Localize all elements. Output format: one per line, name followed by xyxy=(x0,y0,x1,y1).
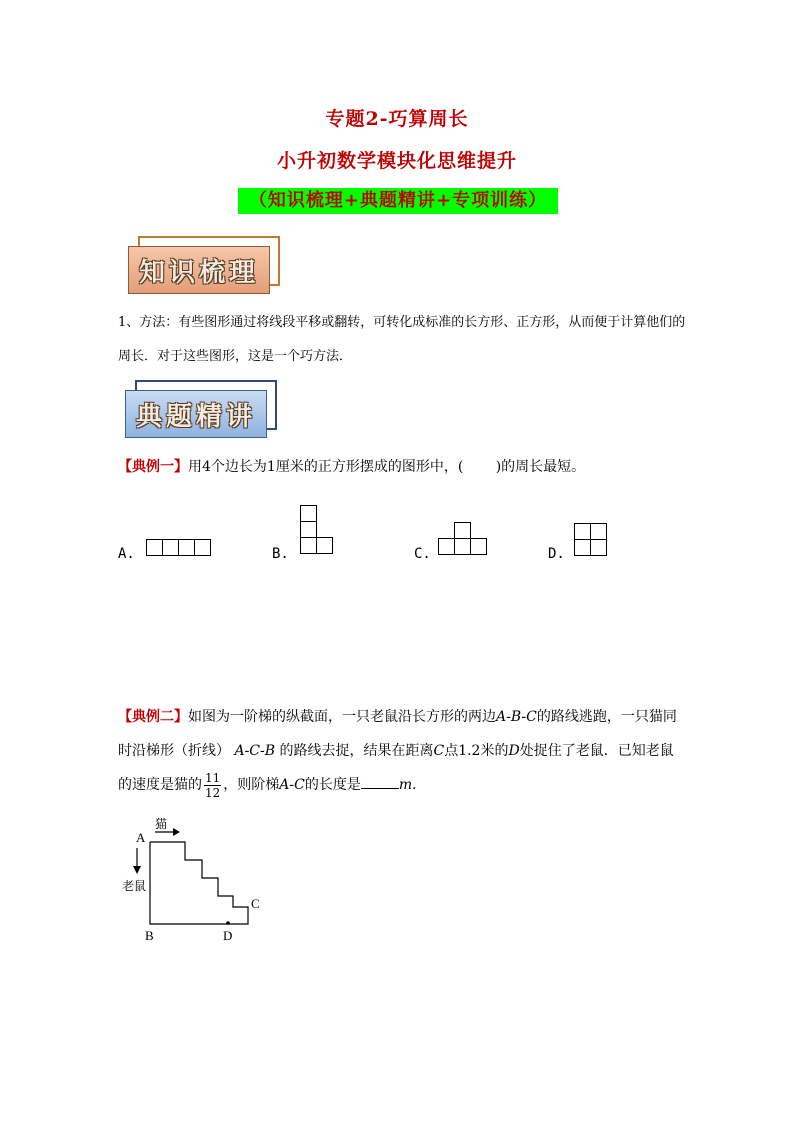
example2-text-f: ，则阶梯 xyxy=(223,777,280,793)
answer-unit: m xyxy=(398,777,413,793)
example2-text-c: 的路线去捉，结果在距离 xyxy=(279,743,434,759)
path-acb: A-C-B xyxy=(234,743,276,759)
example2-text-a: 如图为一阶梯的纵截面，一只老鼠沿长方形的两边 xyxy=(188,709,496,725)
example2-text-e: 处捉住了老鼠．已知老鼠的速度是猫的 xyxy=(118,743,674,793)
label-a: A xyxy=(136,830,146,845)
page-subtitle: 小升初数学模块化思维提升 xyxy=(276,150,517,172)
path-ac: A-C xyxy=(279,777,305,793)
cat-label: 猫 xyxy=(155,817,168,831)
point-d: D xyxy=(508,743,520,759)
banner-label: 典题精讲 xyxy=(125,390,267,438)
example2-text-g: 的长度是 xyxy=(304,777,361,793)
page-tagline: （知识梳理+典题精讲+专项训练） xyxy=(238,188,558,214)
example1-tag: 【典例一】 xyxy=(118,459,188,475)
answer-blank xyxy=(361,774,399,789)
fraction xyxy=(204,771,221,800)
cat-arrowhead xyxy=(173,828,180,836)
option-c-figure xyxy=(438,522,488,558)
banner-label: 知识梳理 xyxy=(128,246,270,294)
method-paragraph: 1、方法：有些图形通过将线段平移或翻转，可转化成标准的长方形、正方形，从而便于计算他们的周长．对于这些图形，这是一个巧方法． xyxy=(118,315,686,364)
fraction-numerator: 11 xyxy=(205,770,221,785)
fraction-denominator: 12 xyxy=(205,785,221,800)
point-d-dot xyxy=(226,921,230,925)
section-banner-examples xyxy=(125,380,277,438)
label-c: C xyxy=(251,896,260,911)
section-banner-knowledge xyxy=(128,236,280,294)
example2-question xyxy=(118,700,678,802)
option-c-label: C. xyxy=(414,546,431,562)
mouse-arrowhead xyxy=(133,866,141,874)
option-b-label: B. xyxy=(272,546,289,562)
example1-question xyxy=(118,456,585,476)
example2-tag: 【典例二】 xyxy=(118,709,188,725)
example1-text: 用4个边长为1厘米的正方形摆成的图形中，( )的周长最短。 xyxy=(188,459,586,475)
option-d-figure xyxy=(574,523,608,557)
option-d-label: D. xyxy=(548,546,565,562)
option-b-figure xyxy=(300,505,334,557)
path-abc: A-B-C xyxy=(496,709,537,725)
label-d: D xyxy=(223,928,233,943)
mouse-label: 老鼠 xyxy=(122,879,147,893)
example2-text-b: 的路线逃跑，一只猫同时沿梯形（折线） xyxy=(118,709,677,759)
staircase-outline xyxy=(150,842,248,924)
example2-text-d: 点1.2米的 xyxy=(444,743,509,759)
option-a-label: A. xyxy=(118,546,135,562)
example2-end: ． xyxy=(412,777,427,793)
point-c: C xyxy=(433,743,445,759)
option-a-figure xyxy=(146,539,212,557)
page-title: 专题2-巧算周长 xyxy=(325,108,469,130)
label-b: B xyxy=(145,928,154,943)
